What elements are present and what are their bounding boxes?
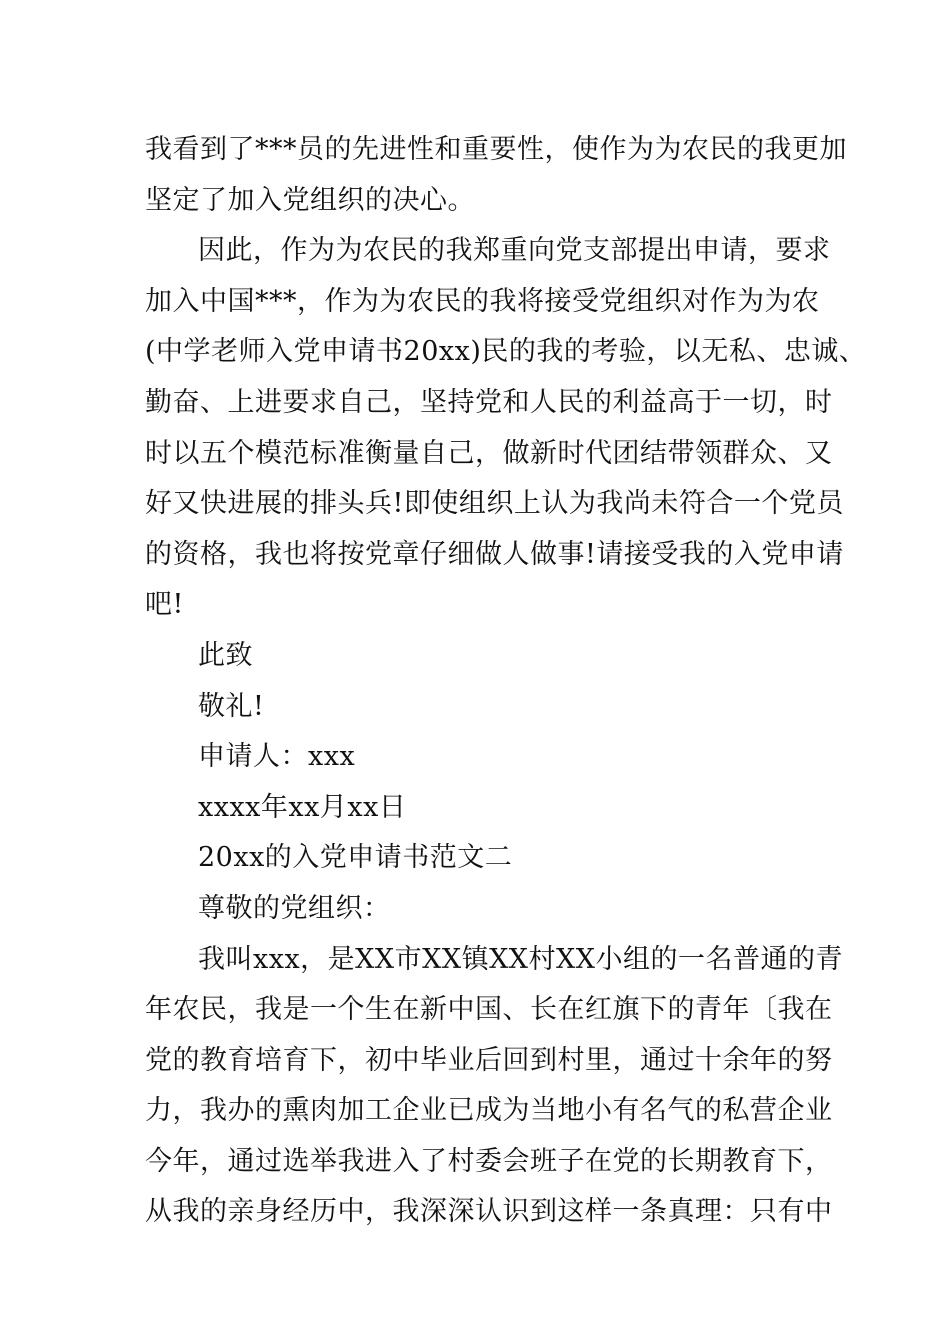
text-line-8: 好又快进展的排头兵!即使组织上认为我尚未符合一个党员 (145, 488, 844, 520)
section-title: 20xx的入党申请书范文二 (198, 842, 513, 874)
text-line-17: 我叫xxx，是XX市XX镇XX村XX小组的一名普通的青 (198, 943, 843, 975)
text-line-19: 党的教育培育下，初中毕业后回到村里，通过十余年的努 (145, 1044, 833, 1076)
text-line-22: 从我的亲身经历中，我深深认识到这样一条真理：只有中 (145, 1196, 833, 1228)
salutation-line: 此致 (198, 639, 253, 671)
text-line-7: 时以五个模范标准衡量自己，做新时代团结带领群众、又 (145, 437, 833, 469)
text-line-18: 年农民，我是一个生在新中国、长在红旗下的青年〔我在 (145, 994, 833, 1026)
text-line-1: 我看到了***员的先进性和重要性，使作为为农民的我更加 (145, 134, 847, 165)
text-line-9: 的资格，我也将按党章仔细做人做事!请接受我的入党申请 (145, 538, 844, 570)
text-line-10: 吧! (145, 589, 184, 621)
text-line-4: 加入中国***，作为为农民的我将接受党组织对作为为农 (145, 285, 820, 317)
closing-line: 敬礼! (198, 690, 265, 722)
applicant-line: 申请人：xxx (198, 741, 356, 773)
date-line: xxxx年xx月xx日 (198, 791, 407, 823)
greeting-line: 尊敬的党组织： (198, 892, 391, 924)
text-line-6: 勤奋、上进要求自己，坚持党和人民的利益高于一切，时 (145, 386, 833, 418)
text-line-2: 坚定了加入党组织的决心。 (145, 184, 475, 216)
text-line-5: (中学老师入党申请书20xx)民的我的考验，以无私、忠诚、 (145, 336, 867, 368)
text-line-3: 因此，作为为农民的我郑重向党支部提出申请，要求 (198, 235, 831, 267)
text-line-20: 力，我办的熏肉加工企业已成为当地小有名气的私营企业 (145, 1095, 833, 1127)
document-body (145, 125, 867, 1238)
text-line-21: 今年，通过选举我进入了村委会班子在党的长期教育下， (145, 1145, 833, 1177)
